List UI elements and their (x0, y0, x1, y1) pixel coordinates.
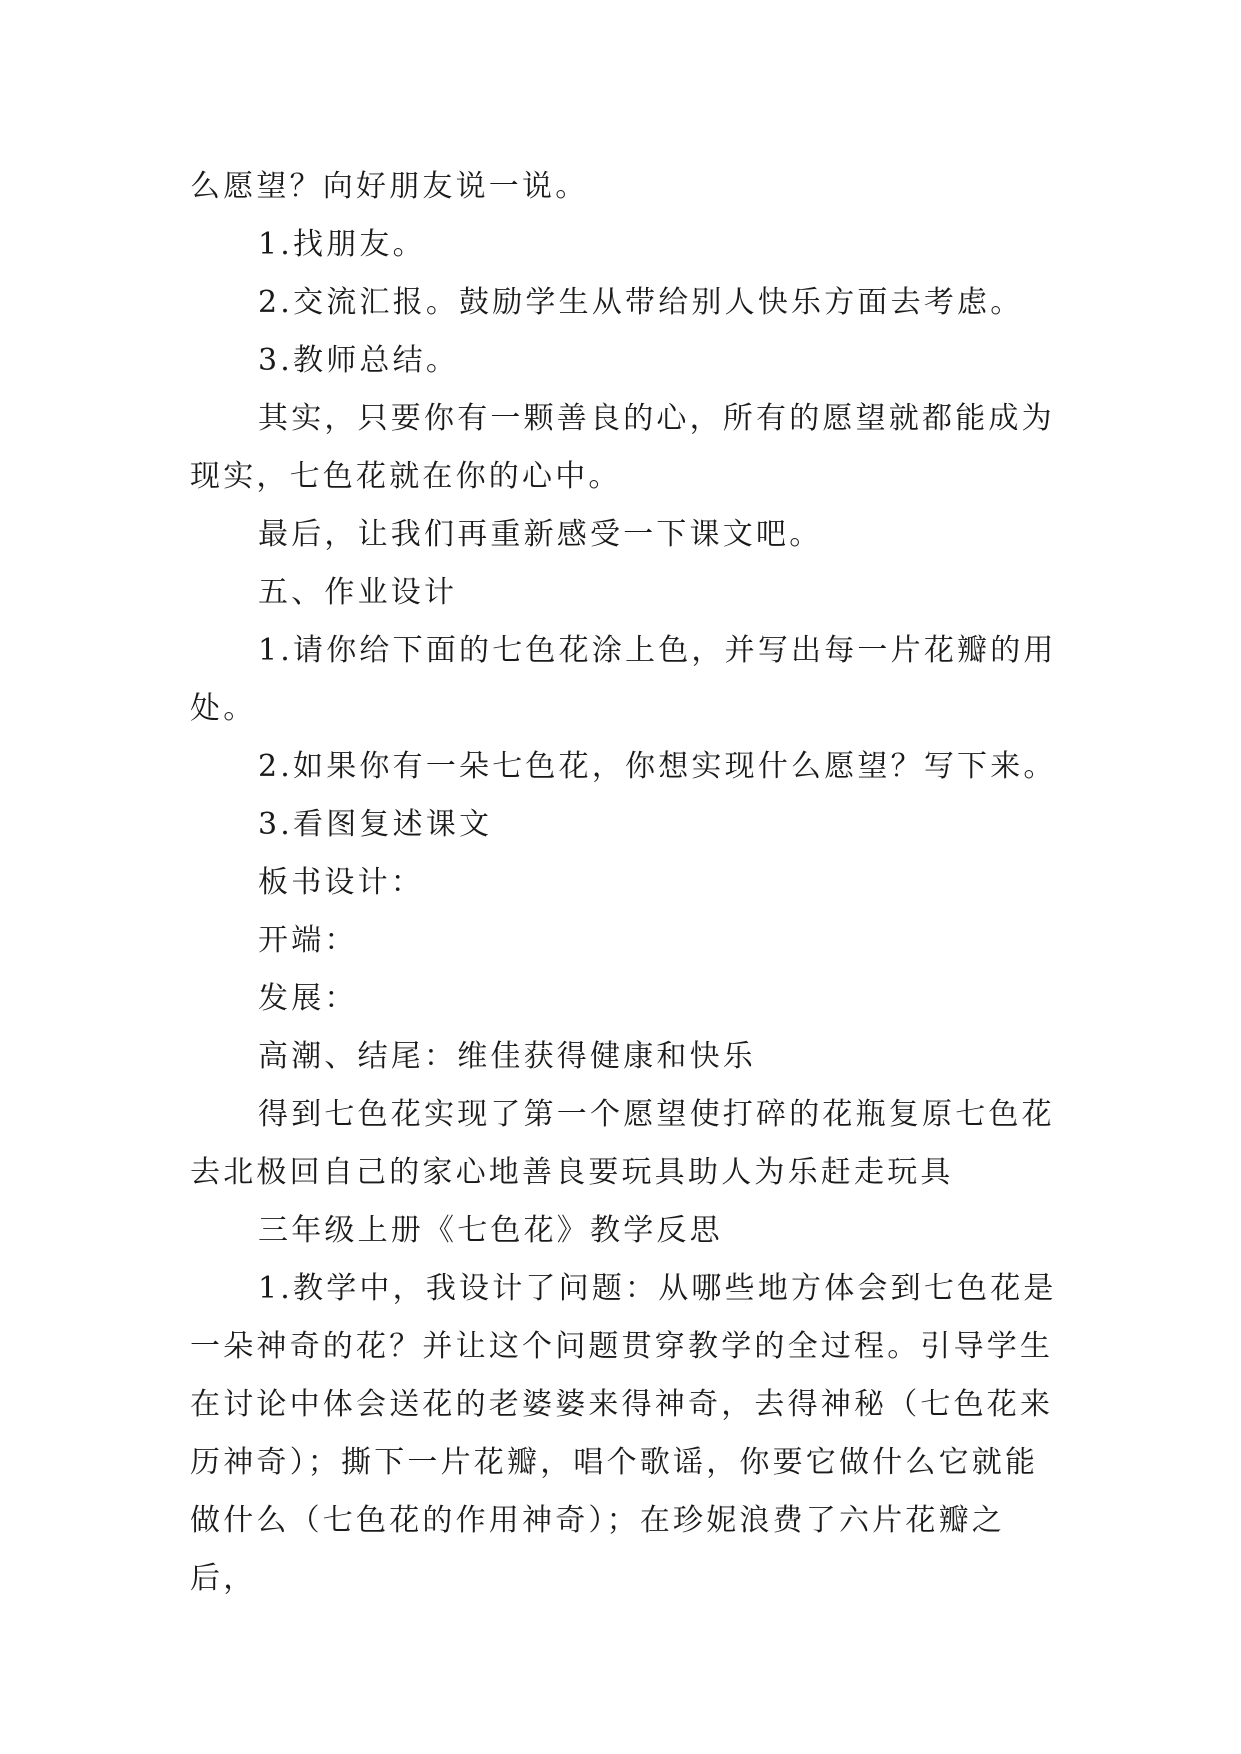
paragraph-0: 么愿望？向好朋友说一说。 (190, 169, 589, 204)
paragraph-13: 高潮、结尾：维佳获得健康和快乐 (258, 1039, 756, 1074)
body-text (190, 158, 1060, 1608)
paragraph-8: 2.如果你有一朵七色花，你想实现什么愿望？写下来。 (258, 749, 1057, 784)
paragraph-16: 1.教学中，我设计了问题：从哪些地方体会到七色花是一朵神奇的花？并让这个问题贯穿教学的全过程。引导学生在讨论中体会送花的老婆婆来得神奇，去得神秘（七色花来历神奇）；撕下一片花瓣，唱个歌谣，你要它做什么它就能做什么（七色花的作用神奇）；在珍妮浪费了六片花瓣之后， (190, 1271, 1057, 1596)
reflection-heading: 三年级上册《七色花》教学反思 (258, 1213, 723, 1248)
paragraph-3: 3.教师总结。 (258, 343, 460, 378)
paragraph-5: 最后，让我们再重新感受一下课文吧。 (258, 517, 823, 552)
paragraph-11: 开端： (258, 923, 358, 958)
section-heading-homework: 五、作业设计 (258, 575, 458, 610)
paragraph-2: 2.交流汇报。鼓励学生从带给别人快乐方面去考虑。 (258, 285, 1024, 320)
board-design-heading: 板书设计： (258, 865, 424, 900)
paragraph-12: 发展： (258, 981, 358, 1016)
paragraph-9: 3.看图复述课文 (258, 807, 493, 842)
paragraph-14: 得到七色花实现了第一个愿望使打碎的花瓶复原七色花去北极回自己的家心地善良要玩具助人为乐赶走玩具 (190, 1097, 1055, 1190)
paragraph-1: 1.找朋友。 (258, 227, 426, 262)
paragraph-4: 其实，只要你有一颗善良的心，所有的愿望就都能成为现实，七色花就在你的心中。 (190, 401, 1055, 494)
paragraph-7: 1.请你给下面的七色花涂上色，并写出每一片花瓣的用处。 (190, 633, 1057, 726)
